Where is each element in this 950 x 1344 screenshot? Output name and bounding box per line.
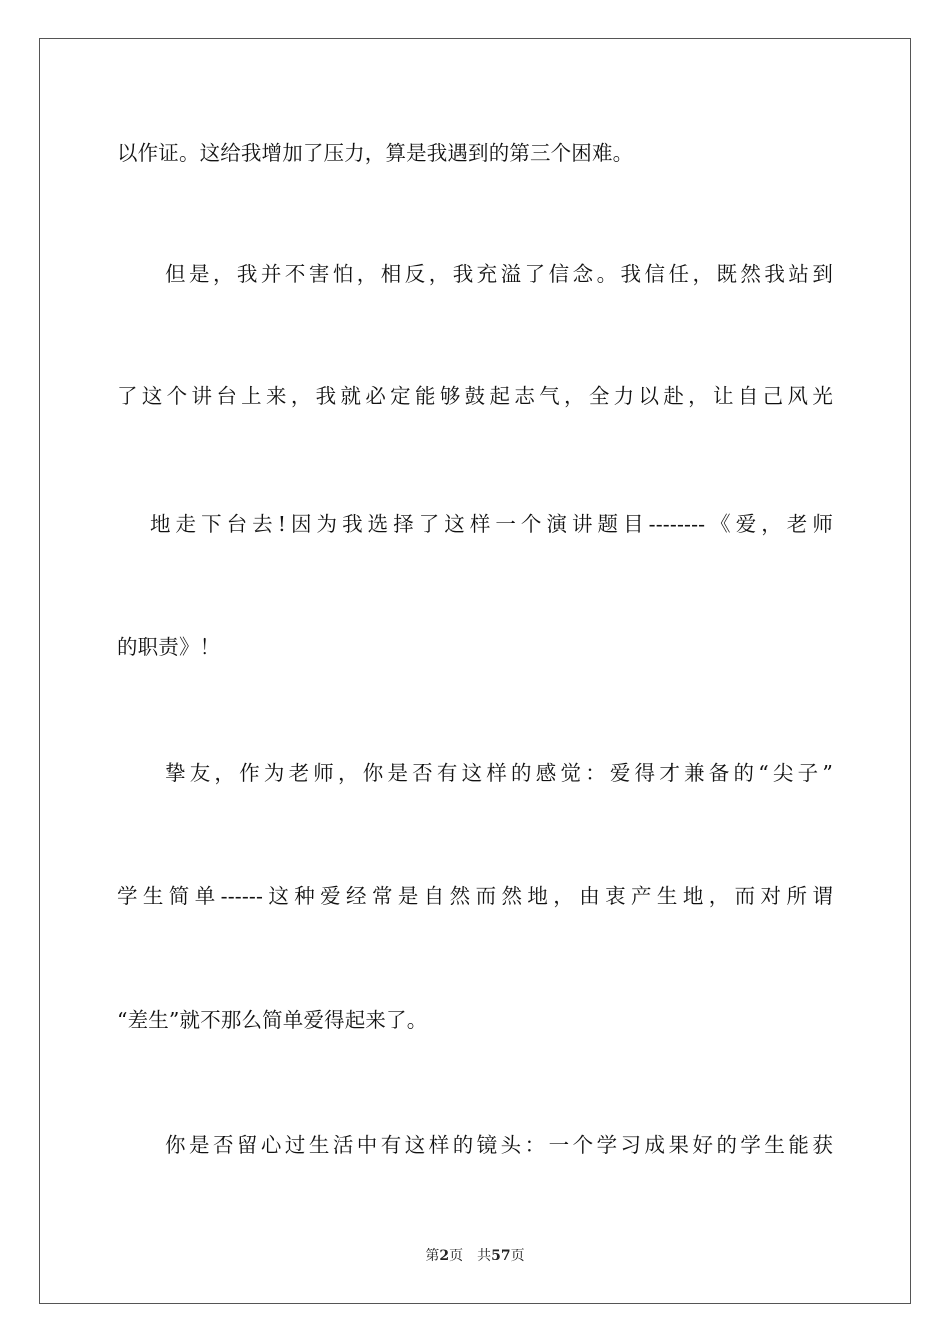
- text-line-6: 挚友，作为老师，你是否有这样的感觉：爱得才兼备的“尖子”: [165, 761, 833, 785]
- total-pages: 57: [491, 1248, 511, 1264]
- total-prefix: 共: [477, 1248, 492, 1264]
- text-line-7: 学生简单------这种爱经常是自然而然地，由衷产生地，而对所谓: [117, 884, 833, 908]
- page-footer: [0, 1246, 950, 1266]
- text-line-1: 以作证。这给我增加了压力，算是我遇到的第三个困难。: [117, 141, 634, 165]
- text-line-8: “差生”就不那么简单爱得起来了。: [117, 1008, 428, 1032]
- text-line-4: 地走下台去!因为我选择了这样一个演讲题目--------《爱，老师: [150, 512, 833, 536]
- page-suffix: 页: [449, 1248, 464, 1264]
- total-suffix: 页: [510, 1248, 525, 1264]
- text-line-3: 了这个讲台上来，我就必定能够鼓起志气，全力以赴，让自己风光: [117, 384, 833, 408]
- page-frame: [39, 38, 911, 1304]
- page-prefix: 第: [425, 1248, 440, 1264]
- text-line-5: 的职责》！: [117, 635, 221, 659]
- text-line-2: 但是，我并不害怕，相反，我充溢了信念。我信任，既然我站到: [165, 262, 833, 286]
- text-line-9: 你是否留心过生活中有这样的镜头：一个学习成果好的学生能获: [165, 1133, 833, 1157]
- page-number: 2: [439, 1248, 450, 1264]
